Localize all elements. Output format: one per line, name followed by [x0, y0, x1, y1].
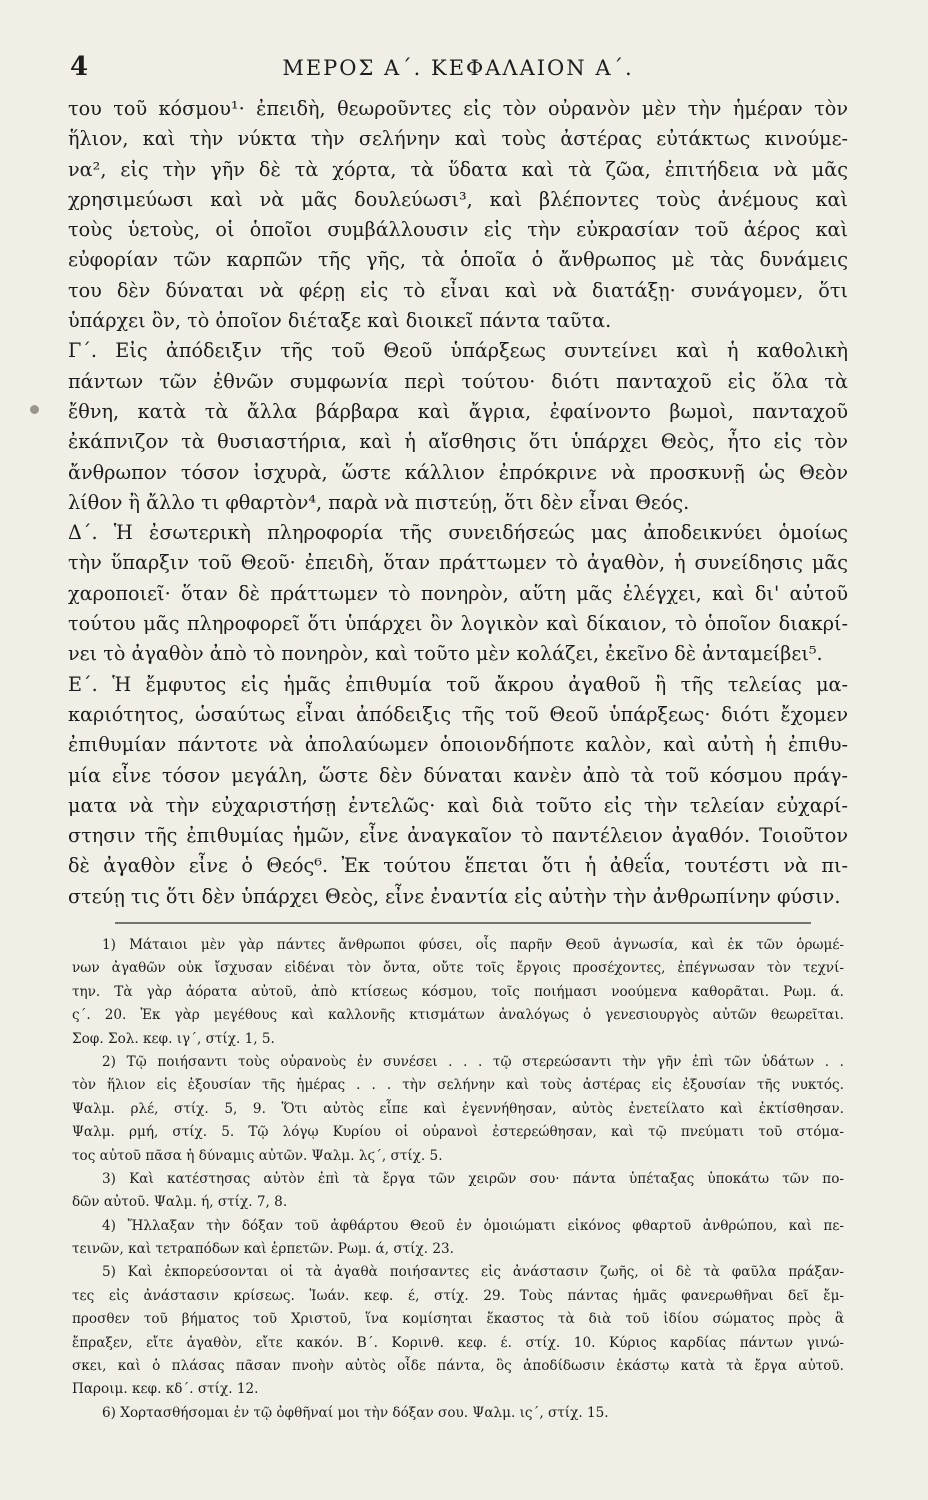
footnote-line: προσθεν τοῦ βήματος τοῦ Χριστοῦ, ἵνα κομίσηται ἕκαστος τὰ διὰ τοῦ ἰδίου σώματος πρὸς ἃ	[72, 1311, 844, 1328]
footnote-line: 1) Μάταιοι μὲν γὰρ πάντες ἄνθρωποι φύσει, οἷς παρῆν Θεοῦ ἀγνωσία, καὶ ἐκ τῶν ὁρωμέ-	[102, 937, 844, 953]
footnote-line: δῶν αὐτοῦ. Ψαλμ. ή, στίχ. 7, 8.	[72, 1194, 288, 1211]
footnote-line: 4) Ἤλλαξαν τὴν δόξαν τοῦ ἀφθάρτου Θεοῦ ἐν ὁμοιώματι εἰκόνος φθαρτοῦ ἀνθρώπου, καὶ πε-	[102, 1217, 844, 1234]
footnote-line: 5) Καὶ ἐκπορεύσονται οἱ τὰ ἀγαθὰ ποιήσαντες εἰς ἀνάστασιν ζωῆς, οἱ δὲ τὰ φαῦλα πράξαν-	[102, 1264, 844, 1281]
text-line: καριότητος, ὡσαύτως εἶναι ἀπόδειξις τῆς τοῦ Θεοῦ ὑπάρξεως· διότι ἔχομεν	[68, 702, 848, 726]
footnote-line: Παροιμ. κεφ. κδ΄. στίχ. 12.	[72, 1381, 259, 1398]
text-line: νει τὸ ἀγαθὸν ἀπὸ τὸ πονηρὸν, καὶ τοῦτο μὲν κολάζει, ἐκεῖνο δὲ ἀνταμείβει⁵.	[68, 642, 823, 666]
text-line: λίθον ἢ ἄλλο τι φθαρτὸν⁴, παρὰ νὰ πιστεύῃ, ὅτι δὲν εἶναι Θεός.	[68, 490, 690, 514]
footnote-line: ἔπραξεν, εἴτε ἀγαθὸν, εἴτε κακόν. Β΄. Κορινθ. κεφ. έ. στίχ. 10. Κύριος καρδίας πάντων γινώ-	[72, 1334, 844, 1351]
running-head: ΜΕΡΟΣ Α΄. ΚΕΦΑΛΑΙΟΝ Α΄.	[282, 56, 634, 80]
text-line: του τοῦ κόσμου¹· ἐπειδὴ, θεωροῦντες εἰς τὸν οὐρανὸν μὲν τὴν ἡμέραν τὸν	[68, 97, 848, 120]
footnote-line: 6) Χορτασθήσομαι ἐν τῷ ὀφθῆναί μοι τὴν δόξαν σου. Ψαλμ. ις΄, στίχ. 15.	[102, 1404, 609, 1421]
footnote-line: τεινῶν, καὶ τετραπόδων καὶ ἑρπετῶν. Ρωμ. ά, στίχ. 23.	[72, 1241, 454, 1258]
text-line: στεύῃ τις ὅτι δὲν ὑπάρχει Θεὸς, εἶνε ἐναντία εἰς αὐτὴν τὴν ἀνθρωπίνην φύσιν.	[68, 884, 841, 908]
text-line: ματα νὰ τὴν εὐχαριστήσῃ ἐντελῶς· καὶ διὰ τοῦτο εἰς τὴν τελείαν εὐχαρί-	[68, 793, 848, 817]
footnote-line: Ψαλμ. ρμή, στίχ. 5. Τῷ λόγῳ Κυρίου οἱ οὐρανοὶ ἐστερεώθησαν, καὶ τῷ πνεύματι τοῦ στόμα-	[72, 1124, 844, 1141]
footnote-rule	[115, 922, 811, 924]
text-line: μία εἶνε τόσον μεγάλη, ὥστε δὲν δύναται κανὲν ἀπὸ τὰ τοῦ κόσμου πράγ-	[68, 763, 848, 787]
text-line: χαροποιεῖ· ὅταν δὲ πράττωμεν τὸ πονηρὸν, αὕτη μᾶς ἐλέγχει, καὶ δι' αὐτοῦ	[68, 581, 848, 605]
text-line: ὑπάρχει ὂν, τὸ ὁποῖον διέταξε καὶ διοικεῖ πάντα ταῦτα.	[68, 309, 612, 333]
footnote-line: νων ἀγαθῶν οὐκ ἴσχυσαν εἰδέναι τὸν ὄντα, οὔτε τοῖς ἔργοις προσέχοντες, ἐπέγνωσαν τὸν τεχνί-	[72, 960, 844, 977]
footnote-line: τὸν ἥλιον εἰς ἐξουσίαν τῆς ἡμέρας . . . τὴν σελήνην καὶ τοὺς ἀστέρας εἰς ἐξουσίαν τῆς νυκτός.	[72, 1077, 844, 1094]
text-line: πάντων τῶν ἐθνῶν συμφωνία περὶ τούτου· διότι πανταχοῦ εἰς ὅλα τὰ	[68, 369, 848, 393]
page-header	[70, 52, 846, 92]
main-text	[68, 94, 848, 912]
text-line: ἥλιον, καὶ τὴν νύκτα τὴν σελήνην καὶ τοὺς ἀστέρας εὐτάκτως κινούμε-	[68, 127, 848, 151]
footnote-line: την. Τὰ γὰρ ἀόρατα αὐτοῦ, ἀπὸ κτίσεως κόσμου, τοῖς ποιήμασι νοούμενα καθορᾶται. Ρωμ. ά.	[72, 983, 844, 1000]
text-line: Γ΄. Εἰς ἀπόδειξιν τῆς τοῦ Θεοῦ ὑπάρξεως συντείνει καὶ ἡ καθολικὴ	[68, 339, 848, 363]
text-line: εὐφορίαν τῶν καρπῶν τῆς γῆς, τὰ ὁποῖα ὁ ἄνθρωπος μὲ τὰς δυνάμεις	[68, 248, 848, 272]
page-number: 4	[70, 52, 90, 82]
text-line: ἄνθρωπον τόσον ἰσχυρὰ, ὥστε κάλλιον ἐπρόκρινε νὰ προσκυνῇ ὡς Θεὸν	[68, 460, 848, 484]
footnote-line: Ψαλμ. ρλέ, στίχ. 5, 9. Ὅτι αὐτὸς εἶπε καὶ ἐγεννήθησαν, αὐτὸς ἐνετείλατο καὶ ἐκτίσθησαν.	[72, 1100, 844, 1117]
text-line: ἐκάπνιζον τὰ θυσιαστήρια, καὶ ἡ αἴσθησις ὅτι ὑπάρχει Θεὸς, ἦτο εἰς τὸν	[68, 430, 848, 454]
text-line: ἐπιθυμίαν πάντοτε νὰ ἀπολαύωμεν ὁποιονδήποτε καλὸν, καὶ αὐτὴ ἡ ἐπιθυ-	[68, 733, 848, 757]
footnote-line: ς΄. 20. Ἐκ γὰρ μεγέθους καὶ καλλονῆς κτισμάτων ἀναλόγως ὁ γενεσιουργὸς αὐτῶν θεωρεῖται.	[72, 1007, 844, 1024]
text-line: τοὺς ὑετοὺς, οἱ ὁποῖοι συμβάλλουσιν εἰς τὴν εὐκρασίαν τοῦ ἀέρος καὶ	[68, 218, 848, 242]
footnote-line: Σοφ. Σολ. κεφ. ιγ΄, στίχ. 1, 5.	[72, 1030, 275, 1047]
footnotes	[72, 934, 844, 1425]
text-line: να², εἰς τὴν γῆν δὲ τὰ χόρτα, τὰ ὕδατα καὶ τὰ ζῶα, ἐπιτήδεια νὰ μᾶς	[68, 157, 848, 181]
text-line: δὲ ἀγαθὸν εἶνε ὁ Θεός⁶. Ἐκ τούτου ἕπεται ὅτι ἡ ἀθεΐα, τουτέστι νὰ πι-	[68, 854, 848, 878]
text-line: τούτου μᾶς πληροφορεῖ ὅτι ὑπάρχει ὂν λογικὸν καὶ δίκαιον, τὸ ὁποῖον διακρί-	[68, 612, 848, 636]
footnote-line: σκει, καὶ ὁ πλάσας πᾶσαν πνοὴν αὐτὸς οἶδε πάντα, ὃς ἀποδίδωσιν ἑκάστῳ κατὰ τὰ ἔργα αὐτοῦ.	[72, 1358, 844, 1375]
text-line: ἔθνη, κατὰ τὰ ἄλλα βάρβαρα καὶ ἄγρια, ἐφαίνοντο βωμοὶ, πανταχοῦ	[68, 399, 848, 423]
footnote-line: 3) Καὶ κατέστησας αὐτὸν ἐπὶ τὰ ἔργα τῶν χειρῶν σου· πάντα ὑπέταξας ὑποκάτω τῶν πο-	[102, 1170, 844, 1187]
footnote-line: τες εἰς ἀνάστασιν κρίσεως. Ἰωάν. κεφ. έ, στίχ. 29. Τοὺς πάντας ἡμᾶς φανερωθῆναι δεῖ ἔμ-	[72, 1287, 844, 1304]
text-line: στησιν τῆς ἐπιθυμίας ἡμῶν, εἶνε ἀναγκαῖον τὸ παντέλειον ἀγαθόν. Τοιοῦτον	[68, 824, 848, 848]
text-line: του δὲν δύναται νὰ φέρῃ εἰς τὸ εἶναι καὶ νὰ διατάξῃ· συνάγομεν, ὅτι	[68, 278, 848, 302]
text-line: τὴν ὕπαρξιν τοῦ Θεοῦ· ἐπειδὴ, ὅταν πράττωμεν τὸ ἀγαθὸν, ἡ συνείδησις μᾶς	[68, 551, 848, 575]
text-line: Ε΄. Ἡ ἔμφυτος εἰς ἡμᾶς ἐπιθυμία τοῦ ἄκρου ἀγαθοῦ ἢ τῆς τελείας μα-	[68, 672, 848, 696]
footnote-line: 2) Τῷ ποιήσαντι τοὺς οὐρανοὺς ἐν συνέσει . . . τῷ στερεώσαντι τὴν γῆν ἐπὶ τῶν ὑδάτων . .	[102, 1053, 844, 1070]
print-speck	[30, 405, 39, 414]
footnote-line: τος αὐτοῦ πᾶσα ἡ δύναμις αὐτῶν. Ψαλμ. λϛ΄, στίχ. 5.	[72, 1147, 443, 1164]
text-line: Δ΄. Ἡ ἐσωτερικὴ πληροφορία τῆς συνειδήσεώς μας ἀποδεικνύει ὁμοίως	[68, 521, 848, 545]
text-line: χρησιμεύωσι καὶ νὰ μᾶς δουλεύωσι³, καὶ βλέποντες τοὺς ἀνέμους καὶ	[68, 187, 848, 211]
